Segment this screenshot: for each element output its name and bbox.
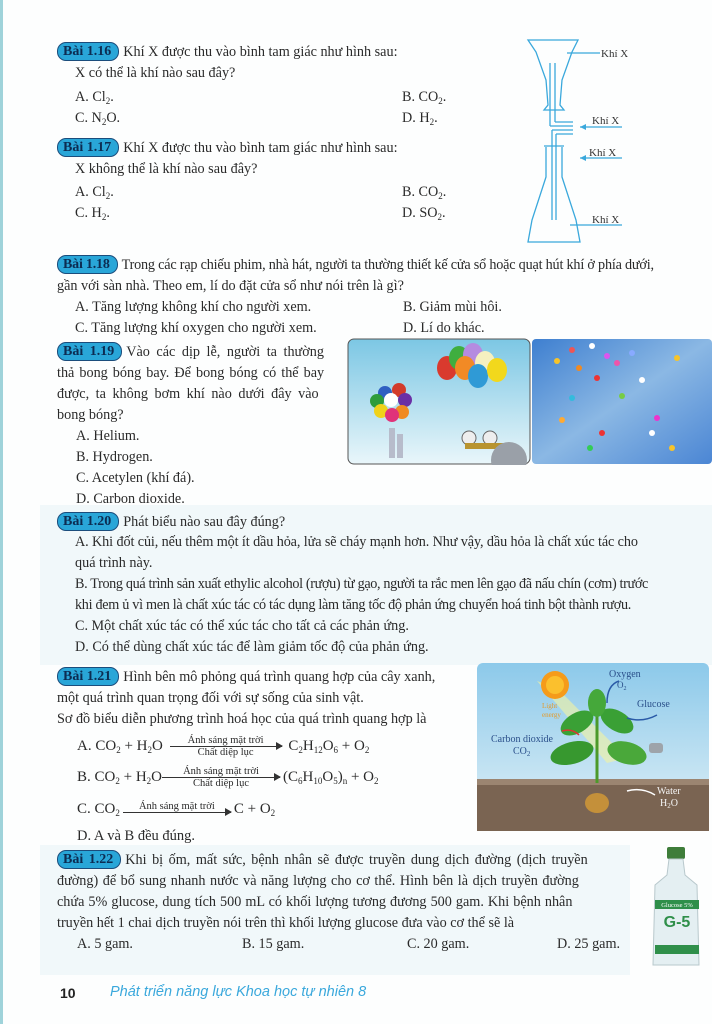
stem-text-3: Sơ đồ biểu diễn phương trình hoá học của quá trình quang hợp là <box>57 711 427 727</box>
option-b-cont: khi đem ủ vì men là chất xúc tác có tác dụng làm tăng tốc độ phản ứng chuyển hoá tinh bột thành rượu. <box>75 597 631 613</box>
option-a[interactable]: A. $CO_2 + H_2O$ Ánh sáng mặt trời Chất diệp lục $C_2H_{12}O_6 + O_2$ <box>77 735 370 759</box>
stem-text: Khí X được thu vào bình tam giác như hình sau: <box>123 140 398 156</box>
option-c[interactable]: C. Acetylen (khí đá). <box>76 470 195 486</box>
option-b[interactable]: B. Giảm mùi hôi. <box>403 299 502 315</box>
arrow-icon <box>580 155 586 161</box>
question-1-22 <box>57 850 632 934</box>
stem-text: Phát biểu nào sau đây đúng? <box>123 514 286 530</box>
stem-line: chứa 5% glucose, dung tích 500 mL có khối lượng tương đương 500 gam. Khi bệnh nhân <box>57 894 573 910</box>
option-b[interactable]: B. $CO_2$. <box>402 89 447 106</box>
stem-line: bong bóng? <box>57 407 124 423</box>
question-ask: X không thể là khí nào sau đây? <box>75 161 258 177</box>
photosynthesis-figure <box>477 663 709 831</box>
label-khi-x-inlet: Khí X <box>592 115 620 127</box>
watering-can-icon <box>649 743 663 753</box>
label-energy: energy <box>542 711 561 719</box>
label-khi-x-top: Khí X <box>601 48 629 60</box>
question-stem <box>57 138 398 159</box>
option-d[interactable]: D. $SO_2$. <box>402 205 446 222</box>
question-1-21 <box>57 667 435 730</box>
page-number: 10 <box>60 985 76 1001</box>
question-badge: Bài 1.21 <box>57 667 119 686</box>
option-d[interactable]: D. Lí do khác. <box>403 320 485 336</box>
question-badge: Bài 1.19 <box>57 342 122 361</box>
label-h2o: $H_2O$ <box>660 798 678 810</box>
question-badge: Bài 1.18 <box>57 255 118 274</box>
question-1-16 <box>57 42 398 84</box>
question-stem <box>57 850 632 871</box>
option-a[interactable]: A. 5 gam. <box>77 936 133 952</box>
stem-text: Vào các dịp lễ, người ta thường <box>126 344 324 360</box>
page-edge <box>0 0 3 1024</box>
stem-text: Khí X được thu vào bình tam giác như hình sau: <box>123 44 398 60</box>
label-oxygen: Oxygen <box>609 669 641 680</box>
option-b[interactable]: B. $CO_2$. <box>402 184 447 201</box>
stem-line: được, ta không bơm khí nào dưới đây vào <box>57 386 319 402</box>
option-c[interactable]: C. Một chất xúc tác có thể xúc tác cho tất cả các phản ứng. <box>75 618 409 634</box>
label-glucose: Glucose <box>637 699 670 710</box>
label-khi-x-inside: Khí X <box>592 214 620 226</box>
label-carbon-dioxide: Carbon dioxide <box>491 734 553 745</box>
question-1-19 <box>57 342 340 426</box>
question-badge: Bài 1.22 <box>57 850 121 869</box>
question-stem <box>57 42 398 63</box>
stem-line: thả bong bóng bay. Để bong bóng có thể bay <box>57 365 325 381</box>
stem-text: Hình bên mô phỏng quá trình quang hợp của cây xanh, <box>123 669 436 685</box>
question-badge: Bài 1.17 <box>57 138 119 157</box>
glucose-bottle-image <box>645 845 705 970</box>
stem-text-2: gần với sàn nhà. Theo em, lí do đặt cửa sổ như nói trên là gì? <box>57 278 404 294</box>
label-co2: $CO_2$ <box>513 746 531 758</box>
bottle-label: Glucose 5% <box>661 902 693 909</box>
option-a[interactable]: A. $Cl_2$. <box>75 184 114 201</box>
option-c[interactable]: C. $H_2$. <box>75 205 110 222</box>
option-c[interactable]: C. $CO_2$ Ánh sáng mặt trời $C + O_2$ <box>77 801 276 818</box>
stem-line: đường) để bổ sung nhanh nước và năng lượng cho cơ thể. Hình bên là dịch truyền đường <box>57 873 579 889</box>
stem-line: truyền hết 1 chai dịch truyền nói trên thì khối lượng glucose đưa vào cơ thể sẽ là <box>57 915 515 931</box>
question-1-17 <box>57 138 398 180</box>
option-a[interactable]: A. Khi đốt củi, nếu thêm một ít dầu hỏa, lửa sẽ cháy mạnh hơn. Như vậy, dầu hỏa là chất xúc tác cho <box>75 534 638 550</box>
option-c[interactable]: C. $N_2O$. <box>75 110 121 127</box>
option-a[interactable]: A. Helium. <box>76 428 140 444</box>
option-a[interactable]: A. $Cl_2$. <box>75 89 114 106</box>
question-stem <box>57 255 654 276</box>
label-light: Light <box>542 702 558 710</box>
stem-text: Trong các rạp chiếu phim, nhà hát, người ta thường thiết kế cửa sổ hoặc quạt hút khí ở phía dưới, <box>121 257 654 273</box>
option-d[interactable]: D. A và B đều đúng. <box>77 828 196 844</box>
question-badge: Bài 1.16 <box>57 42 119 61</box>
question-1-18 <box>57 255 654 297</box>
option-b[interactable]: B. $CO_2 + H_2O$ Ánh sáng mặt trời Chất diệp lục $(C_6H_{10}O_5)_n + O_2$ <box>77 766 379 790</box>
question-stem <box>57 667 435 688</box>
option-b[interactable]: B. Trong quá trình sản xuất ethylic alcohol (rượu) từ gạo, người ta rắc men lên gạo đã nấu chín (cơm) trước <box>75 576 648 592</box>
option-a[interactable]: A. Tăng lượng không khí cho người xem. <box>75 299 312 315</box>
arrow-icon <box>580 124 586 130</box>
bottle-code: G-5 <box>663 914 691 931</box>
label-o2: $O_2$ <box>617 680 627 692</box>
book-title: Phát triển năng lực Khoa học tự nhiên 8 <box>110 984 367 1000</box>
option-a-cont: quá trình này. <box>75 555 153 571</box>
option-c[interactable]: C. 20 gam. <box>407 936 470 952</box>
option-d[interactable]: D. Carbon dioxide. <box>76 491 185 507</box>
question-badge: Bài 1.20 <box>57 512 119 531</box>
stem-text-2: một quá trình quan trọng đối với sự sống của sinh vật. <box>57 690 364 706</box>
question-stem <box>57 512 285 533</box>
option-c[interactable]: C. Tăng lượng khí oxygen cho người xem. <box>75 320 317 336</box>
flask-figures <box>500 30 712 250</box>
question-stem <box>57 342 340 363</box>
option-d[interactable]: D. Có thể dùng chất xúc tác để làm giảm tốc độ của phản ứng. <box>75 639 429 655</box>
option-d[interactable]: D. 25 gam. <box>557 936 621 952</box>
balloons-helium-image <box>347 338 531 465</box>
label-water: Water <box>657 786 681 797</box>
reaction-arrow: Ánh sáng mặt trời Chất diệp lục <box>162 766 280 789</box>
question-1-20 <box>57 512 285 533</box>
question-ask: X có thể là khí nào sau đây? <box>75 65 236 81</box>
option-b[interactable]: B. Hydrogen. <box>76 449 153 465</box>
option-b[interactable]: B. 15 gam. <box>242 936 305 952</box>
reaction-arrow: Ánh sáng mặt trời <box>123 801 231 813</box>
option-d[interactable]: D. $H_2$. <box>402 110 438 127</box>
label-khi-x-inlet-2: Khí X <box>589 147 617 159</box>
balloons-sky-image <box>532 338 712 465</box>
reaction-arrow: Ánh sáng mặt trời Chất diệp lục <box>170 735 282 758</box>
stem-text: Khi bị ốm, mất sức, bệnh nhân sẽ được truyền dung dịch đường (dịch truyền <box>125 852 588 868</box>
